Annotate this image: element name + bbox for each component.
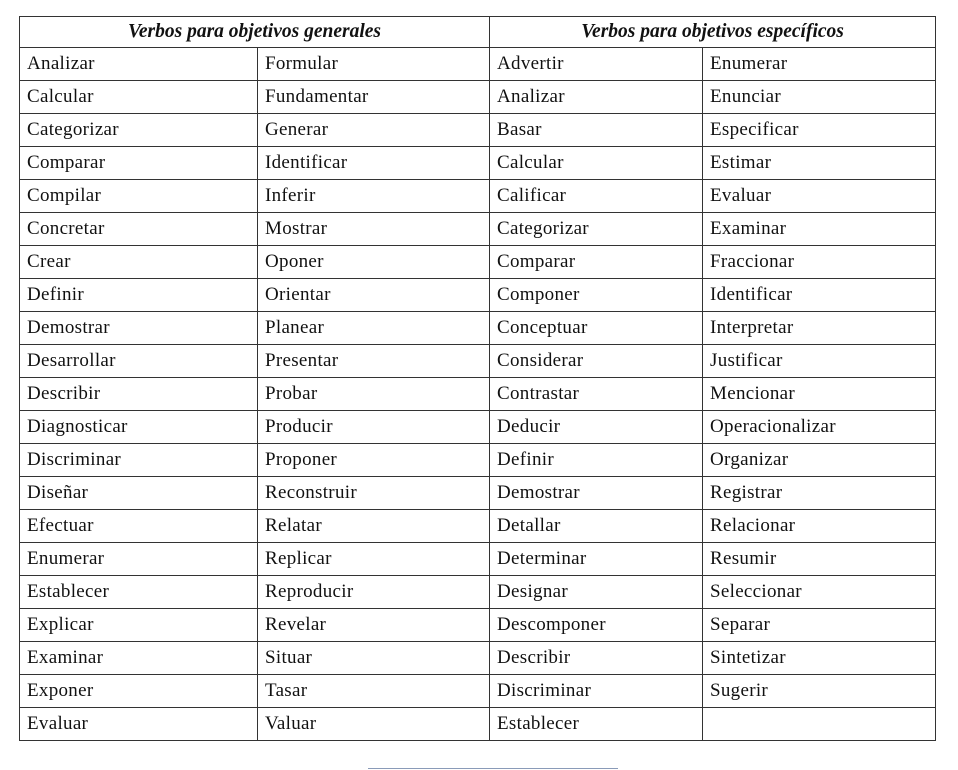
- general-verb-a-cell: Evaluar: [20, 708, 258, 741]
- specific-verb-a-cell: Deducir: [490, 411, 703, 444]
- table-row: [20, 642, 936, 675]
- general-verb-a-cell: Enumerar: [20, 543, 258, 576]
- table-row: [20, 147, 936, 180]
- general-verb-b-cell: Identificar: [258, 147, 490, 180]
- table-body: [20, 48, 936, 741]
- specific-verb-a-cell: Contrastar: [490, 378, 703, 411]
- specific-verb-b-cell: Examinar: [703, 213, 936, 246]
- general-verb-a-cell: Diagnosticar: [20, 411, 258, 444]
- general-verb-b-cell: Tasar: [258, 675, 490, 708]
- specific-verb-a-cell: Descomponer: [490, 609, 703, 642]
- specific-verb-a-cell: Describir: [490, 642, 703, 675]
- table-row: [20, 543, 936, 576]
- general-verb-a-cell: Discriminar: [20, 444, 258, 477]
- footer-divider: [368, 768, 618, 769]
- specific-verb-a-cell: Establecer: [490, 708, 703, 741]
- specific-verb-b-cell: Organizar: [703, 444, 936, 477]
- specific-verb-b-cell: Identificar: [703, 279, 936, 312]
- specific-verb-b-cell: Operacionalizar: [703, 411, 936, 444]
- specific-verb-b-cell: Especificar: [703, 114, 936, 147]
- table-row: [20, 609, 936, 642]
- general-verb-a-cell: Comparar: [20, 147, 258, 180]
- general-verb-a-cell: Categorizar: [20, 114, 258, 147]
- table-row: [20, 81, 936, 114]
- specific-verb-a-cell: Discriminar: [490, 675, 703, 708]
- specific-verb-b-cell: Enumerar: [703, 48, 936, 81]
- table-row: [20, 279, 936, 312]
- specific-verb-a-cell: Designar: [490, 576, 703, 609]
- general-verb-b-cell: Probar: [258, 378, 490, 411]
- table-row: [20, 48, 936, 81]
- table-row: [20, 378, 936, 411]
- general-verb-a-cell: Concretar: [20, 213, 258, 246]
- specific-verb-a-cell: Categorizar: [490, 213, 703, 246]
- specific-verb-b-cell: Interpretar: [703, 312, 936, 345]
- specific-verb-b-cell: Registrar: [703, 477, 936, 510]
- general-verb-b-cell: Reconstruir: [258, 477, 490, 510]
- specific-verb-b-cell: Mencionar: [703, 378, 936, 411]
- table-row: [20, 312, 936, 345]
- specific-verb-b-cell: Fraccionar: [703, 246, 936, 279]
- header-specific-objectives: Verbos para objetivos específicos: [490, 17, 936, 48]
- table-row: [20, 576, 936, 609]
- general-verb-a-cell: Explicar: [20, 609, 258, 642]
- header-general-objectives: Verbos para objetivos generales: [20, 17, 490, 48]
- specific-verb-a-cell: Detallar: [490, 510, 703, 543]
- specific-verb-b-cell: Seleccionar: [703, 576, 936, 609]
- general-verb-a-cell: Examinar: [20, 642, 258, 675]
- general-verb-b-cell: Valuar: [258, 708, 490, 741]
- general-verb-b-cell: Situar: [258, 642, 490, 675]
- general-verb-b-cell: Replicar: [258, 543, 490, 576]
- table-row: [20, 477, 936, 510]
- specific-verb-a-cell: Calcular: [490, 147, 703, 180]
- specific-verb-b-cell: [703, 708, 936, 741]
- table-row: [20, 114, 936, 147]
- specific-verb-a-cell: Demostrar: [490, 477, 703, 510]
- specific-verb-b-cell: Sintetizar: [703, 642, 936, 675]
- general-verb-b-cell: Orientar: [258, 279, 490, 312]
- general-verb-a-cell: Desarrollar: [20, 345, 258, 378]
- specific-verb-a-cell: Conceptuar: [490, 312, 703, 345]
- general-verb-a-cell: Efectuar: [20, 510, 258, 543]
- general-verb-a-cell: Diseñar: [20, 477, 258, 510]
- general-verb-b-cell: Presentar: [258, 345, 490, 378]
- table-row: [20, 510, 936, 543]
- specific-verb-b-cell: Evaluar: [703, 180, 936, 213]
- specific-verb-b-cell: Separar: [703, 609, 936, 642]
- general-verb-b-cell: Reproducir: [258, 576, 490, 609]
- specific-verb-b-cell: Resumir: [703, 543, 936, 576]
- table-header-row: [20, 17, 936, 48]
- general-verb-b-cell: Inferir: [258, 180, 490, 213]
- general-verb-a-cell: Exponer: [20, 675, 258, 708]
- table-row: [20, 345, 936, 378]
- table-row: [20, 708, 936, 741]
- specific-verb-a-cell: Advertir: [490, 48, 703, 81]
- general-verb-b-cell: Formular: [258, 48, 490, 81]
- specific-verb-b-cell: Estimar: [703, 147, 936, 180]
- general-verb-a-cell: Describir: [20, 378, 258, 411]
- specific-verb-b-cell: Enunciar: [703, 81, 936, 114]
- general-verb-b-cell: Revelar: [258, 609, 490, 642]
- specific-verb-b-cell: Sugerir: [703, 675, 936, 708]
- table-row: [20, 213, 936, 246]
- specific-verb-a-cell: Calificar: [490, 180, 703, 213]
- general-verb-a-cell: Crear: [20, 246, 258, 279]
- table-row: [20, 444, 936, 477]
- table-row: [20, 411, 936, 444]
- specific-verb-a-cell: Componer: [490, 279, 703, 312]
- general-verb-a-cell: Establecer: [20, 576, 258, 609]
- general-verb-a-cell: Demostrar: [20, 312, 258, 345]
- general-verb-b-cell: Proponer: [258, 444, 490, 477]
- table-row: [20, 246, 936, 279]
- general-verb-b-cell: Fundamentar: [258, 81, 490, 114]
- specific-verb-a-cell: Basar: [490, 114, 703, 147]
- specific-verb-b-cell: Relacionar: [703, 510, 936, 543]
- general-verb-b-cell: Generar: [258, 114, 490, 147]
- specific-verb-a-cell: Considerar: [490, 345, 703, 378]
- specific-verb-a-cell: Analizar: [490, 81, 703, 114]
- general-verb-b-cell: Producir: [258, 411, 490, 444]
- general-verb-a-cell: Compilar: [20, 180, 258, 213]
- specific-verb-a-cell: Comparar: [490, 246, 703, 279]
- general-verb-b-cell: Mostrar: [258, 213, 490, 246]
- table-row: [20, 675, 936, 708]
- specific-verb-b-cell: Justificar: [703, 345, 936, 378]
- specific-verb-a-cell: Determinar: [490, 543, 703, 576]
- general-verb-b-cell: Relatar: [258, 510, 490, 543]
- specific-verb-a-cell: Definir: [490, 444, 703, 477]
- general-verb-b-cell: Planear: [258, 312, 490, 345]
- general-verb-a-cell: Calcular: [20, 81, 258, 114]
- general-verb-b-cell: Oponer: [258, 246, 490, 279]
- verbs-table: [19, 16, 936, 741]
- general-verb-a-cell: Analizar: [20, 48, 258, 81]
- table-row: [20, 180, 936, 213]
- general-verb-a-cell: Definir: [20, 279, 258, 312]
